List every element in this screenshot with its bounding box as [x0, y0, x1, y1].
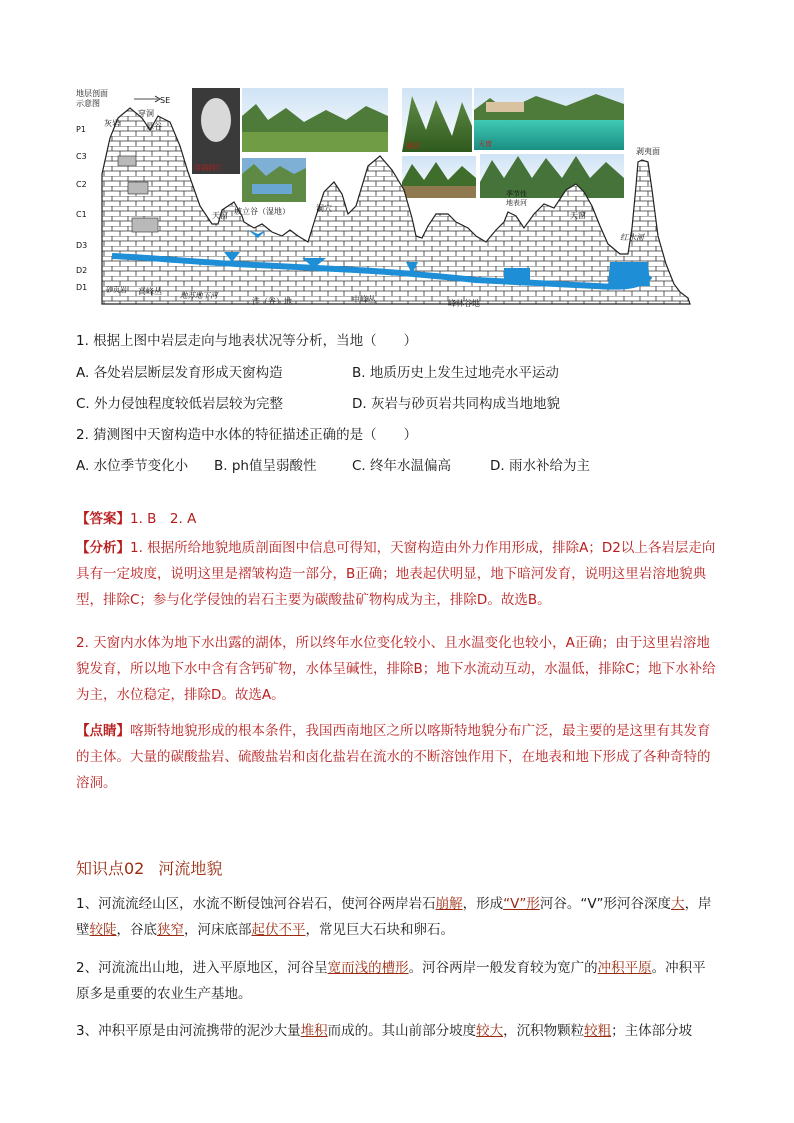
blank-v-shape: “V”形 [503, 896, 540, 912]
question-1-option-a: A. 各处岩层断层发育形成天窗构造 [76, 365, 283, 381]
paragraph-2: 2、河流流出山地，进入平原地区，河谷呈宽而浅的槽形。河谷两岸一般发育较为宽广的冲积平原。冲积平原多是重要的农业生产基地。 [76, 960, 706, 1002]
stratum-c2: C2 [76, 180, 87, 189]
question-1-option-b: B. 地质历史上发生过地壳水平运动 [352, 365, 559, 381]
label-sandy-shale: 砂页岩 [106, 286, 127, 294]
blank-xiazhai: 狭窄 [157, 922, 184, 938]
stratum-p1: P1 [76, 125, 86, 134]
answer-block [76, 506, 716, 532]
analysis-paragraph-1: 1. 根据所给地貌地质剖面图中信息可得知，天窗构造由外力作用形成，排除A；D2以上各岩层走向具有一定坡度，说明这里是褶皱构造一部分，B正确；地表起伏明显，地下暗河发育，说明这里岩溶地貌典型，排除C；参与化学侵蚀的岩石主要为碳酸盐矿物构成为主，排除D。故选B。 [76, 540, 716, 608]
blank-deposit: 堆积 [300, 1023, 328, 1039]
answer-text: 1. B 2. A [130, 511, 197, 527]
figure-title-line1: 地层剖面 [76, 89, 108, 98]
stratum-d2: D2 [76, 266, 88, 275]
stratum-c1: C1 [76, 210, 87, 219]
label-polje: 坡立谷（湿地） [234, 207, 290, 216]
label-limestone: 灰岩 [104, 119, 120, 128]
label-skylight-2: 天窗 [570, 211, 586, 220]
blank-trough: 宽而浅的槽形 [327, 960, 409, 976]
label-planation-surface: 剥夷面 [636, 147, 660, 156]
label-high-cluster: 高峰丛 [138, 287, 162, 296]
question-1-option-d: D. 灰岩与砂页岩共同构成当地地貌 [352, 396, 560, 412]
comment-text: 喀斯特地貌形成的根本条件，我国西南地区之所以喀斯特地貌分布广泛，最主要的是这里有其发育的主体。大量的碳酸盐岩、硫酸盐岩和卤化盐岩在流水的不断溶蚀作用下，在地表和地下形成了各种奇特的溶洞。 [76, 723, 711, 791]
figure-title-line2: 示意图 [76, 99, 100, 108]
photo-caption-cave: 穿洞洞穴 [194, 164, 222, 172]
section-heading [76, 856, 222, 879]
stratum-d3: D3 [76, 241, 88, 250]
label-hongshui-river: 红水河 [620, 233, 644, 242]
label-mid-cluster: 中峰丛 [352, 295, 376, 304]
question-2: 2. 猜测图中天窗构造中水体的特征描述正确的是（ ） [76, 427, 418, 443]
photo-caption-skylight: 天窗 [478, 140, 492, 148]
section-number: 知识点02 [76, 859, 145, 878]
stratum-c3: C3 [76, 152, 87, 161]
label-depression: 洼（谷）地 [252, 297, 292, 306]
direction-se: SE [160, 96, 171, 105]
blank-qifu: 起伏不平 [251, 922, 306, 938]
karst-cross-section-figure [76, 86, 716, 312]
section-title: 河流地貌 [158, 859, 223, 878]
blank-bengjie: 崩解 [435, 896, 463, 912]
label-seasonal-2: 地表河 [506, 199, 527, 207]
question-1: 1. 根据上图中岩层走向与地表状况等分析，当地（ ） [76, 333, 418, 349]
question-1-option-c: C. 外力侵蚀程度较低岩层较为完整 [76, 396, 284, 412]
paragraph-1: 1、河流流经山区，水流不断侵蚀河谷岩石，使河谷两岸岩石崩解，形成“V”形河谷。“V”形河谷深度大，岸壁较陡，谷底狭窄，河床底部起伏不平，常见巨大石块和卵石。 [76, 896, 712, 938]
blank-steeper: 较大 [476, 1023, 504, 1039]
label-skylight-1: 天窗 [212, 211, 228, 220]
question-2-option-d: D. 雨水补给为主 [490, 458, 590, 474]
question-2-option-b: B. ph值呈弱酸性 [214, 458, 317, 474]
paragraph-3: 3、冲积平原是由河流携带的泥沙大量堆积而成的。其山前部分坡度较大，沉积物颗粒较粗；主体部分坡 [76, 1023, 693, 1039]
question-2-option-a: A. 水位季节变化小 [76, 458, 189, 474]
hongshui-river-water [608, 262, 650, 286]
blank-jiaodou: 较陡 [89, 922, 117, 938]
blank-da: 大 [671, 896, 685, 912]
answer-tag: 【答案】 [76, 511, 130, 527]
comment-block [76, 718, 716, 796]
stratum-d1: D1 [76, 283, 88, 292]
blank-alluvial-plain: 冲积平原 [597, 960, 652, 976]
label-seasonal-1: 季节性 [506, 190, 527, 198]
label-underground-river: 地苏地下河 [180, 291, 218, 300]
label-peak-forest-valley: 峰林谷地 [448, 299, 480, 308]
question-2-option-c: C. 终年水温偏高 [352, 458, 452, 474]
analysis-paragraph-2: 2. 天窗内水体为地下水出露的湖体，所以终年水位变化较小、且水温变化也较小，A正确；由于这里岩溶地貌发育，所以地下水中含有含钙矿物，水体呈碱性，排除B；地下水流动互动，水温低，排除C；地下水补给为主，水位稳定，排除D。故选A。 [76, 635, 716, 703]
label-through-cave: 穿洞 [138, 109, 154, 118]
label-hanging-valley: 悬谷 [146, 122, 162, 131]
analysis-block [76, 535, 716, 613]
blank-coarser: 较粗 [584, 1023, 612, 1039]
photo-caption-hanging: 悬谷 [406, 142, 420, 150]
comment-tag: 【点睛】 [76, 723, 130, 739]
label-cave: 洞穴 [316, 204, 332, 213]
analysis-tag: 【分析】 [76, 540, 130, 556]
